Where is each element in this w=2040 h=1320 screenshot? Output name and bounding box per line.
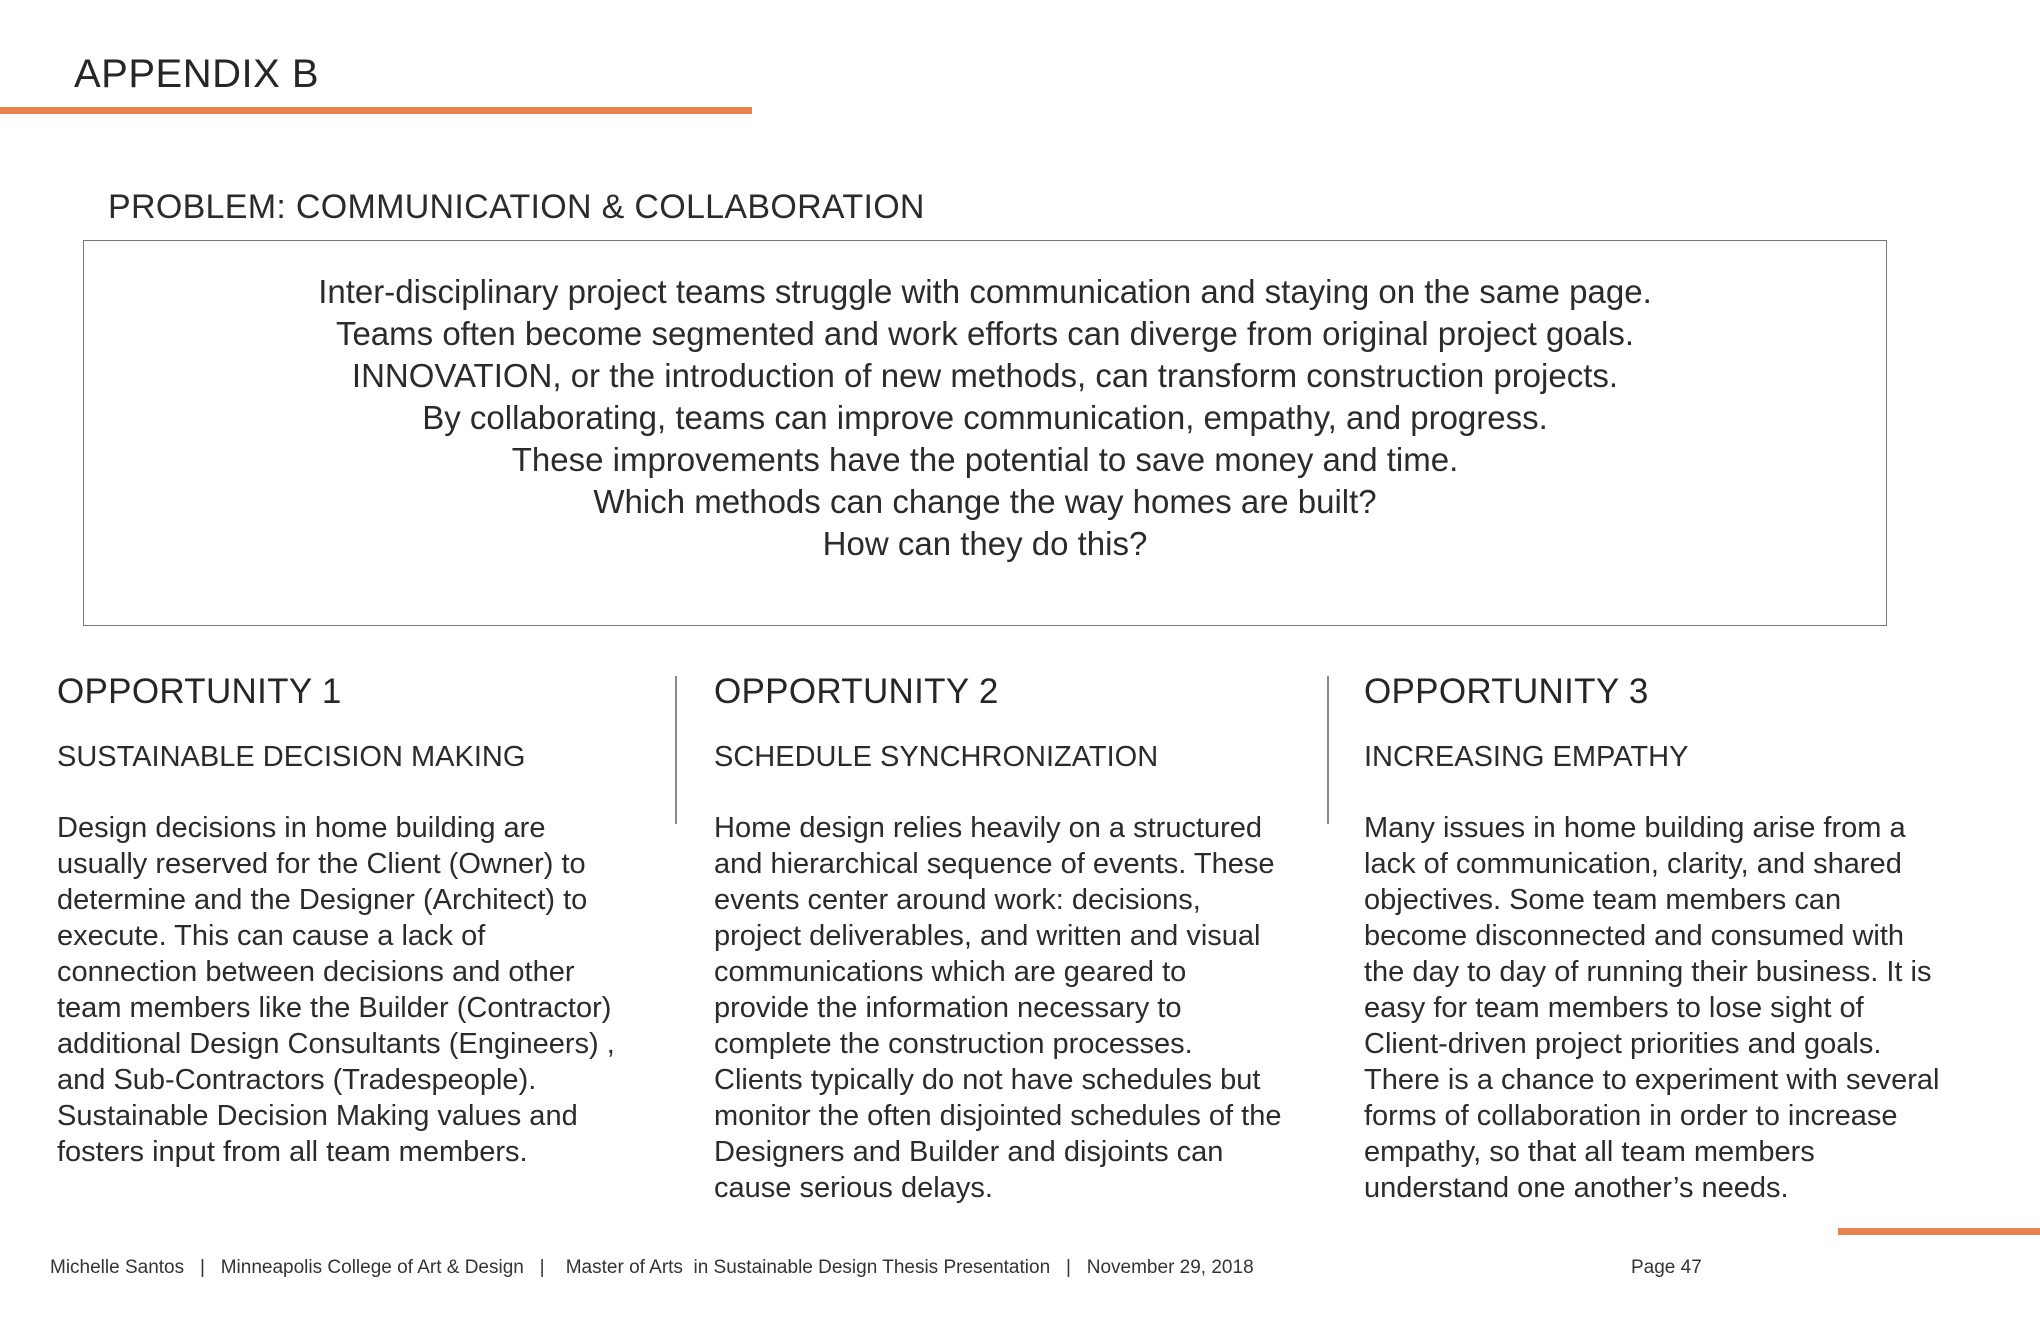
footer-accent-rule	[1838, 1228, 2040, 1235]
page-number: Page 47	[1631, 1257, 1702, 1278]
opportunity-body	[57, 810, 677, 1170]
opportunity-2-column	[714, 672, 1334, 1206]
title-accent-rule	[0, 107, 752, 114]
footer-separator: |	[1050, 1257, 1087, 1278]
footer	[50, 1257, 1254, 1279]
problem-line: By collaborating, teams can improve communication, empathy, and progress.	[422, 399, 1548, 436]
body-line: and hierarchical sequence of events. These	[714, 848, 1275, 880]
opportunity-title: OPPORTUNITY 3	[1364, 672, 1649, 711]
body-line: and Sub-Contractors (Tradespeople).	[57, 1064, 537, 1096]
body-line: empathy, so that all team members	[1364, 1136, 1815, 1168]
body-line: usually reserved for the Client (Owner) to	[57, 848, 586, 880]
body-line: connection between decisions and other	[57, 956, 575, 988]
opportunity-subtitle: SCHEDULE SYNCHRONIZATION	[714, 741, 1159, 773]
problem-line: Teams often become segmented and work efforts can diverge from original project goals.	[335, 315, 1635, 352]
body-line: Sustainable Decision Making values and	[57, 1100, 578, 1132]
body-line: Many issues in home building arise from a	[1364, 812, 1906, 844]
footer-date: November 29, 2018	[1086, 1257, 1254, 1278]
body-line: the day to day of running their business. It is	[1364, 956, 1932, 988]
body-line: become disconnected and consumed with	[1364, 920, 1905, 952]
page-title: APPENDIX B	[74, 52, 320, 96]
body-line: provide the information necessary to	[714, 992, 1182, 1024]
column-divider	[675, 676, 677, 824]
footer-institution: Minneapolis College of Art & Design	[220, 1257, 524, 1278]
body-line: fosters input from all team members.	[57, 1136, 528, 1168]
body-line: team members like the Builder (Contractor)	[57, 992, 612, 1024]
body-line: Home design relies heavily on a structured	[714, 812, 1263, 844]
opportunity-subtitle: SUSTAINABLE DECISION MAKING	[57, 741, 526, 773]
opportunity-body	[714, 810, 1334, 1206]
opportunity-subtitle: INCREASING EMPATHY	[1364, 741, 1689, 773]
footer-separator: |	[523, 1257, 566, 1278]
body-line: objectives. Some team members can	[1364, 884, 1842, 916]
body-line: understand one another’s needs.	[1364, 1172, 1789, 1204]
footer-program: Master of Arts in Sustainable Design Thesis Presentation	[565, 1257, 1051, 1278]
opportunity-1-column	[57, 672, 677, 1170]
problem-heading: PROBLEM: COMMUNICATION & COLLABORATION	[108, 188, 925, 226]
problem-statement	[84, 271, 1886, 565]
problem-line: Inter-disciplinary project teams struggle with communication and staying on the same page.	[318, 273, 1652, 310]
problem-line: Which methods can change the way homes are built?	[593, 483, 1377, 520]
body-line: lack of communication, clarity, and shared	[1364, 848, 1902, 880]
body-line: complete the construction processes.	[714, 1028, 1193, 1060]
body-line: cause serious delays.	[714, 1172, 993, 1204]
body-line: Clients typically do not have schedules but	[714, 1064, 1261, 1096]
problem-statement-box	[83, 240, 1887, 626]
body-line: execute. This can cause a lack of	[57, 920, 486, 952]
opportunity-3-column	[1364, 672, 1984, 1206]
problem-line: INNOVATION, or the introduction of new methods, can transform construction projects.	[351, 357, 1619, 394]
footer-separator: |	[184, 1257, 221, 1278]
footer-author: Michelle Santos	[50, 1257, 185, 1278]
body-line: determine and the Designer (Architect) to	[57, 884, 588, 916]
body-line: project deliverables, and written and visual	[714, 920, 1261, 952]
body-line: communications which are geared to	[714, 956, 1187, 988]
opportunity-body	[1364, 810, 1984, 1206]
body-line: easy for team members to lose sight of	[1364, 992, 1864, 1024]
body-line: There is a chance to experiment with several	[1364, 1064, 1940, 1096]
body-line: events center around work: decisions,	[714, 884, 1201, 916]
opportunity-title: OPPORTUNITY 1	[57, 672, 342, 711]
body-line: Design decisions in home building are	[57, 812, 546, 844]
body-line: additional Design Consultants (Engineers) ,	[57, 1028, 615, 1060]
problem-line: These improvements have the potential to save money and time.	[511, 441, 1459, 478]
problem-line: How can they do this?	[822, 525, 1148, 562]
body-line: Client-driven project priorities and goals.	[1364, 1028, 1882, 1060]
column-divider	[1327, 676, 1329, 824]
opportunity-title: OPPORTUNITY 2	[714, 672, 999, 711]
body-line: monitor the often disjointed schedules of the	[714, 1100, 1282, 1132]
body-line: Designers and Builder and disjoints can	[714, 1136, 1224, 1168]
body-line: forms of collaboration in order to increase	[1364, 1100, 1898, 1132]
